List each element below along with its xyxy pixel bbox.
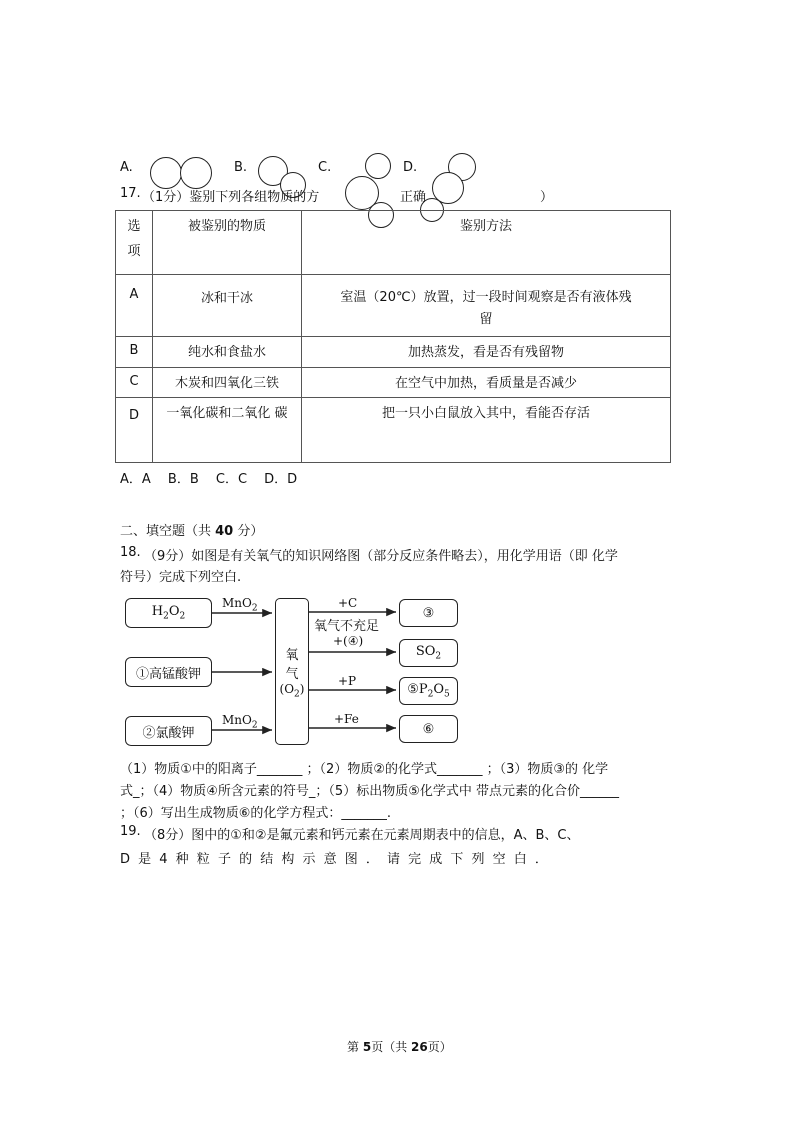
header-substances: 被鉴别的物质 <box>153 211 302 275</box>
insufficient-oxygen-label: 氧气不充足 <box>314 619 380 634</box>
node-h2o2: $H_2O_2$ <box>125 598 212 628</box>
row-option: A <box>116 275 153 337</box>
q17-stem-end: 正确 <box>400 190 427 205</box>
catalyst-label-bottom: MnO$_2$ <box>222 713 258 731</box>
q19-line1: （8分）图中的①和②是氟元素和钙元素在元素周期表中的信息，A、B、C、 <box>144 828 580 843</box>
row-substances: 木炭和四氧化三铁 <box>153 368 302 398</box>
header-option-line1: 选 <box>127 219 141 234</box>
row-method-line2: 留 <box>479 312 493 327</box>
row-option: C <box>116 368 153 398</box>
row-method: 在空气中加热，看质量是否减少 <box>302 368 671 398</box>
node-kmno4: ①高锰酸钾 <box>125 657 212 687</box>
q19-number: 19. <box>120 824 141 839</box>
reactant-4-label: +(④) <box>333 634 364 648</box>
node-kclo3: ②氯酸钾 <box>125 716 212 746</box>
catalyst-label-top: MnO$_2$ <box>222 596 258 614</box>
option-a-label: A. <box>120 160 133 175</box>
row-substances: 冰和干冰 <box>153 275 302 337</box>
node-product-3: ③ <box>399 599 458 627</box>
reactant-fe-label: +Fe <box>334 712 359 726</box>
node-so2: $SO_2$ <box>399 639 458 667</box>
section-title: 二、填空题（共 40 分） <box>120 524 264 539</box>
row-substances: 一氧化碳和二氧化 碳 <box>153 398 302 463</box>
q18-stem-line1: （9分）如图是有关氧气的知识网络图（部分反应条件略去），用化学用语（即 化学 <box>144 549 618 564</box>
page-footer: 第 5页（共 26页） <box>347 1040 452 1054</box>
option-b-label: B. <box>234 160 248 175</box>
oxygen-formula: $(O_2)$ <box>279 681 305 700</box>
row-option: B <box>116 337 153 368</box>
row-method: 加热蒸发，看是否有残留物 <box>302 337 671 368</box>
oxygen-char2: 气 <box>285 666 299 682</box>
q17-answer-choices: A．A B．B C．C D．D <box>120 472 298 487</box>
q17-stem-close: ） <box>540 190 554 205</box>
node-oxygen <box>275 598 309 745</box>
option-d-label: D. <box>403 160 418 175</box>
q18-blanks-line2: 式_；（4）物质④所含元素的符号_；（5）标出物质⑤化学式中 带点元素的化合价______ <box>120 784 619 799</box>
header-method: 鉴别方法 <box>302 211 671 275</box>
row-substances: 纯水和食盐水 <box>153 337 302 368</box>
row-method: 把一只小白鼠放入其中，看能否存活 <box>302 398 671 463</box>
oxygen-char1: 氧 <box>285 647 299 663</box>
node-product-6: ⑥ <box>399 715 458 743</box>
reactant-p-label: +P <box>338 674 357 688</box>
q17-number: 17. <box>120 186 141 201</box>
q17-stem: （1分）鉴别下列各组物质的方 <box>142 190 320 205</box>
row-option: D <box>116 398 153 463</box>
reactant-c-label: +C <box>338 596 358 610</box>
q19-line2: D 是 4 种 粒 子 的 结 构 示 意 图 ． 请 完 成 下 列 空 白 ． <box>120 852 548 867</box>
q18-stem-line2: 符号）完成下列空白. <box>120 570 242 585</box>
row-method-line1: 室温（20℃）放置，过一段时间观察是否有液体残 <box>340 290 632 305</box>
header-option-line2: 项 <box>127 244 141 259</box>
q18-blanks-line3: ；（6）写出生成物质⑥的化学方程式：_______. <box>120 806 392 821</box>
node-p2o5: $⑤P_2O_5$ <box>399 677 458 705</box>
q18-number: 18. <box>120 545 141 560</box>
option-c-label: C. <box>318 160 332 175</box>
q18-blanks-line1: （1）物质①中的阳离子_______ ；（2）物质②的化学式_______ ；（3）物质③的 化学 <box>120 762 609 777</box>
